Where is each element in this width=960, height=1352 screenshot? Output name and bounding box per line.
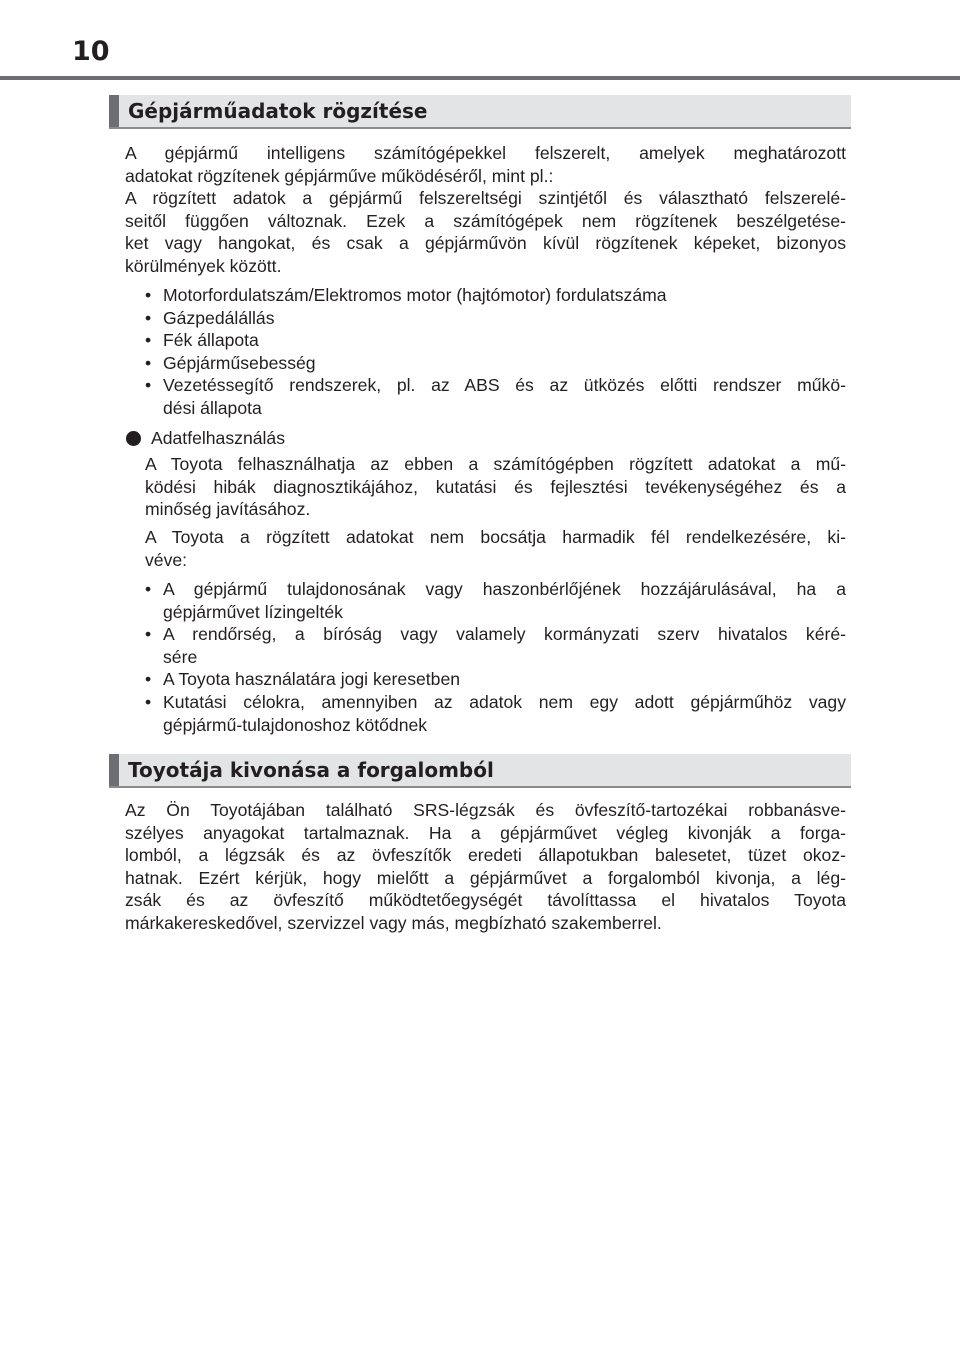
section-heading-vehicle-data <box>109 95 851 129</box>
data-use-paragraph-2 <box>145 526 846 571</box>
page-number: 10 <box>72 36 110 67</box>
text-line: Vezetéssegítő rendszerek, pl. az ABS és az ütközés előtti rendszer műkö- <box>163 375 846 396</box>
text-line: körülmények között. <box>125 255 282 276</box>
text-line: Gépjárműsebesség <box>163 352 316 373</box>
list-item <box>145 668 846 691</box>
bullet-dot: • <box>145 375 152 396</box>
list-item <box>145 329 846 352</box>
bullet-dot: • <box>145 352 152 373</box>
section-heading-vehicle-disposal <box>109 754 851 788</box>
text-line: adatokat rögzítenek gépjárműve működéséről, mint pl.: <box>125 165 554 186</box>
text-line: sére <box>163 646 198 667</box>
list-item <box>145 374 846 419</box>
bullet-dot: • <box>145 307 152 328</box>
text-line: szélyes anyagokat tartalmaznak. Ha a gépjárművet végleg kivonják a forga- <box>125 822 846 843</box>
bullet-dot: • <box>145 285 152 305</box>
text-line: Az Ön Toyotájában található SRS-légzsák és övfeszítő-tartozékai robbanásve- <box>125 800 846 820</box>
text-line: zsák és az övfeszítő működtetőegységét távolíttassa el hivatalos Toyota <box>125 890 846 911</box>
list-item <box>145 284 846 307</box>
text-line: Gázpedálállás <box>163 307 275 328</box>
text-line: A Toyota használatára jogi keresetben <box>163 669 461 690</box>
list-item <box>145 578 846 623</box>
bullet-dot: • <box>145 579 152 599</box>
text-line: lomból, a légzsák és az övfeszítők eredeti állapotukban balesetet, tüzet okoz- <box>125 845 846 866</box>
disclosure-exceptions-list <box>145 578 846 736</box>
list-item <box>145 307 846 330</box>
text-line: márkakereskedővel, szervizzel vagy más, megbízható szakemberrel. <box>125 912 662 933</box>
text-line: A Toyota felhasználhatja az ebben a számítógépben rögzített adatokat a mű- <box>145 454 846 474</box>
text-line: A rögzített adatok a gépjármű felszereltségi szintjétől és választható felszerelé- <box>125 188 846 209</box>
circle-bullet-icon <box>126 431 141 446</box>
bullet-dot: • <box>145 669 152 690</box>
bullet-dot: • <box>145 624 152 645</box>
text-line: seitől függően változnak. Ezek a számítógépek nem rögzítenek beszélgetése- <box>125 210 846 231</box>
data-use-paragraph-1 <box>145 453 846 521</box>
text-line: Motorfordulatszám/Elektromos motor (hajtómotor) fordulatszáma <box>163 285 667 305</box>
heading-accent-bar <box>109 754 119 786</box>
heading-accent-bar <box>109 95 119 127</box>
section-title: Toyotája kivonása a forgalomból <box>128 758 494 782</box>
bullet-dot: • <box>145 691 152 712</box>
recorded-data-list <box>145 284 846 420</box>
text-line: gépjárművet lízingelték <box>163 601 343 622</box>
section-title: Gépjárműadatok rögzítése <box>128 99 428 123</box>
text-line: ködési hibák diagnosztikájához, kutatási és fejlesztési tevékenységéhez és a <box>145 476 846 497</box>
text-line: ket vagy hangokat, és csak a gépjárművön kívül rögzítenek képeket, bizonyos <box>125 233 846 254</box>
text-line: A Toyota a rögzített adatokat nem bocsátja harmadik fél rendelkezésére, ki- <box>145 527 846 547</box>
text-line: A gépjármű tulajdonosának vagy haszonbérlőjének hozzájárulásával, ha a <box>163 579 846 599</box>
text-line: hatnak. Ezért kérjük, hogy mielőtt a gépjárművet a forgalomból kivonja, a lég- <box>125 867 846 888</box>
header-rule <box>0 76 960 80</box>
text-line: minőség javításához. <box>145 499 311 520</box>
disposal-paragraph <box>125 799 846 935</box>
text-line: A rendőrség, a bíróság vagy valamely kormányzati szerv hivatalos kéré- <box>163 624 846 645</box>
text-line: A gépjármű intelligens számítógépekkel felszerelt, amelyek meghatározott <box>125 143 846 163</box>
text-line: Kutatási célokra, amennyiben az adatok nem egy adott gépjárműhöz vagy <box>163 691 846 712</box>
list-item <box>145 691 846 736</box>
text-line: Fék állapota <box>163 330 259 351</box>
intro-paragraph <box>125 142 846 278</box>
list-item <box>145 352 846 375</box>
text-line: dési állapota <box>163 397 262 418</box>
text-line: véve: <box>145 549 188 570</box>
text-line: gépjármű-tulajdonoshoz kötődnek <box>163 714 428 735</box>
subheading-data-use: Adatfelhasználás <box>151 428 285 448</box>
list-item <box>145 623 846 668</box>
bullet-dot: • <box>145 330 152 351</box>
